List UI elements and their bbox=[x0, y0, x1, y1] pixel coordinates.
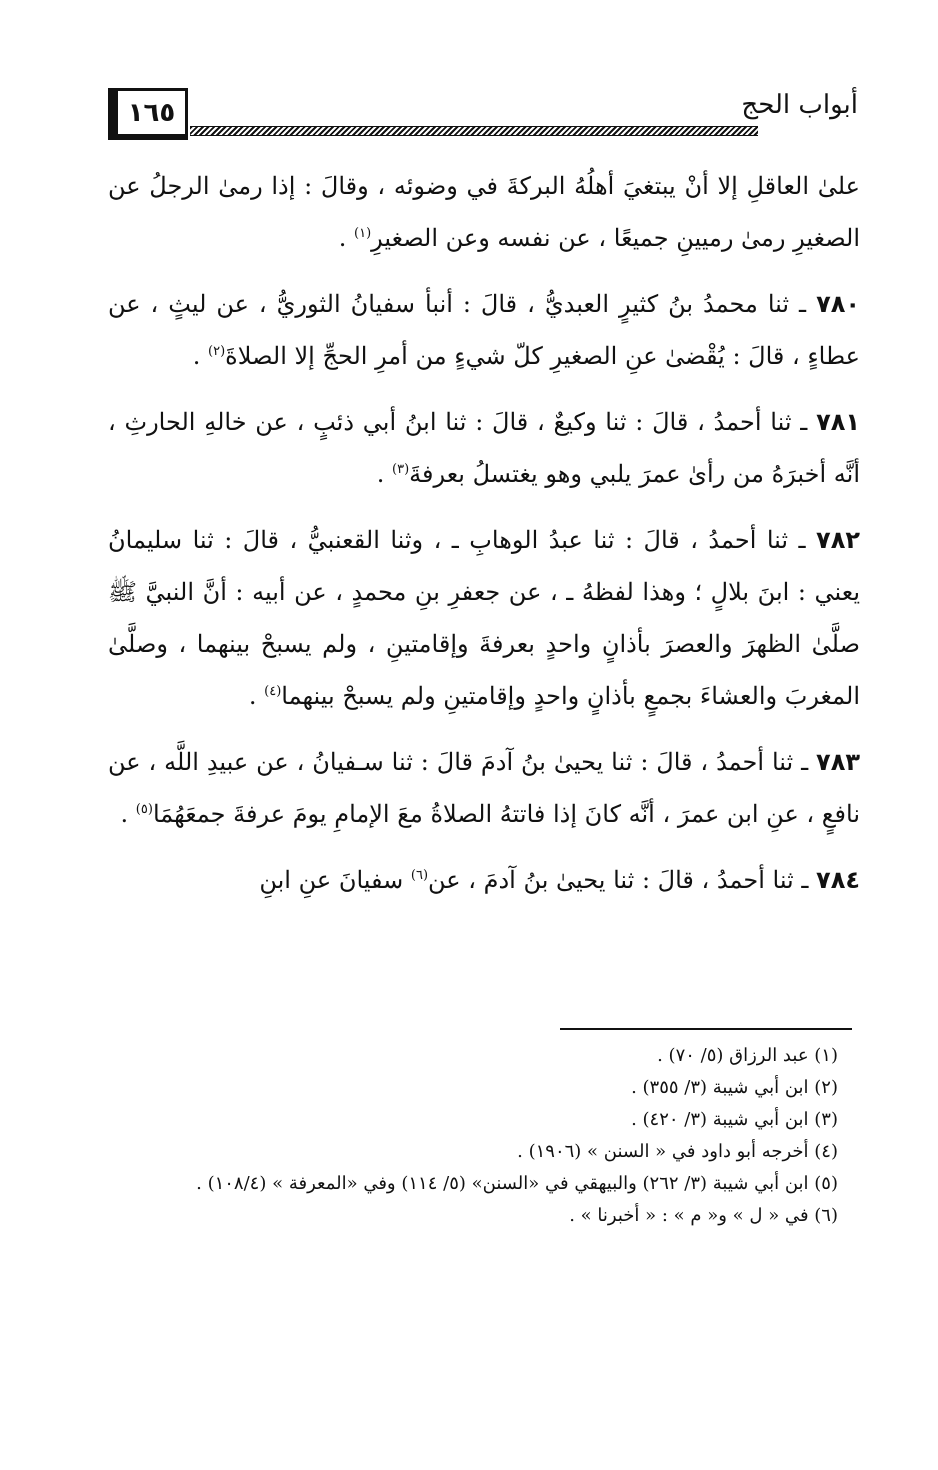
paragraph-text: ثنا محمدُ بنُ كثيرٍ العبديُّ ، قالَ : أنبأ سفيانُ الثوريُّ ، عن ليثٍ ، عن عطاءٍ ، قالَ : يُقْضىٰ عنِ الصغيرِ كلّ شيءٍ من أمرِ الحجِّ إلا الصلاةَ bbox=[108, 290, 860, 370]
page-number: ١٦٥ bbox=[127, 97, 176, 128]
paragraph-end: . bbox=[120, 800, 136, 828]
hadith-783: ٧٨٣ ـ ثنا أحمدُ ، قالَ : ثنا يحيىٰ بنُ آدمَ قالَ : ثنا سـفيانُ ، عن عبيدِ اللَّه ، عن نافعٍ ، عنِ ابن عمرَ ، أنَّه كانَ إذا فاتتهُ الصلاةُ معَ الإمامِ يومَ عرفةَ جمعَهُمَا$^{(٥)}$ . bbox=[108, 748, 860, 828]
hadith-784: ٧٨٤ ـ ثنا أحمدُ ، قالَ : ثنا يحيىٰ بنُ آدمَ ، عن$^{(٦)}$ سفيانَ عنِ ابنِ bbox=[259, 866, 860, 894]
footnote-4: (٤) أخرجه أبو داود في « السنن » (١٩٠٦) . bbox=[517, 1141, 838, 1162]
hadith-number: ٧٨٣ bbox=[816, 748, 860, 776]
page-number-box bbox=[108, 88, 188, 140]
paragraph-text: ثنا أحمدُ ، قالَ : ثنا يحيىٰ بنُ آدمَ قالَ : ثنا سـفيانُ ، عن عبيدِ اللَّه ، عن نافعٍ ، عنِ ابن عمرَ ، أنَّه كانَ إذا فاتتهُ الصلاةُ معَ الإمامِ يومَ عرفةَ جمعَهُمَا bbox=[108, 748, 860, 828]
paragraph-text: ثنا أحمدُ ، قالَ : ثنا يحيىٰ بنُ آدمَ ، عن bbox=[428, 866, 794, 894]
header-rule bbox=[190, 126, 758, 136]
footnote-1: (١) عبد الرزاق (٥/ ٧٠) . bbox=[657, 1045, 838, 1066]
hadith-number: ٧٨٢ bbox=[816, 526, 860, 554]
footnote-ref: (٢) bbox=[208, 344, 226, 359]
footnote-ref: (١) bbox=[354, 226, 372, 241]
paragraph-end: . bbox=[192, 342, 209, 370]
hadith-number: ٧٨١ bbox=[816, 408, 861, 436]
paragraph-continuation bbox=[108, 160, 860, 264]
hadith-number: ٧٨٤ bbox=[816, 866, 860, 894]
main-text bbox=[108, 160, 860, 920]
footnote-ref: (٤) bbox=[264, 684, 282, 699]
paragraph-text: ثنا أحمدُ ، قالَ : ثنا وكيعٌ ، قالَ : ثنا ابنُ أبي ذئبٍ ، عن خالهِ الحارثِ ، أنَّه أخبرَهُ من رأىٰ عمرَ يلبي وهو يغتسلُ بعرفةَ bbox=[108, 408, 860, 488]
running-title: أبواب الحج bbox=[741, 90, 858, 120]
footnote-5: (٥) ابن أبي شيبة (٣/ ٢٦٢) والبيهقي في «السنن» (٥/ ١١٤) وفي «المعرفة » (١٠٨/٤) . bbox=[196, 1173, 838, 1194]
footnote-separator bbox=[560, 1028, 852, 1030]
footnote-ref: (٦) bbox=[410, 868, 429, 883]
footnote-ref: (٥) bbox=[135, 802, 153, 817]
page-header bbox=[108, 88, 858, 148]
hadith-number: ٧٨٠ bbox=[816, 290, 861, 318]
paragraph-end: . bbox=[376, 460, 392, 488]
footnote-6: (٦) في « ل » و« م » : « أخبرنا » . bbox=[569, 1205, 838, 1226]
paragraph-end: . bbox=[248, 682, 265, 710]
footnote-3: (٣) ابن أبي شيبة (٣/ ٤٢٠) . bbox=[631, 1109, 838, 1130]
paragraph-text: ثنا أحمدُ ، قالَ : ثنا عبدُ الوهابِ ـ ، وثنا القعنبيُّ ، قالَ : ثنا سليمانُ يعني : ابنَ بلالٍ ؛ وهذا لفظهُ ـ ، عن جعفرِ بنِ محمدٍ ، عن أبيه : أنَّ النبيَّ ﷺ صلَّىٰ الظهرَ والعصرَ بأذانٍ واحدٍ بعرفةَ وإقامتينِ ، ولم يسبحْ بينهما ، وصلَّىٰ المغربَ والعشاءَ بجمعٍ بأذانٍ واحدٍ وإقامتينِ ولم يسبحْ بينهما bbox=[108, 526, 860, 710]
footnote-2: (٢) ابن أبي شيبة (٣/ ٣٥٥) . bbox=[631, 1077, 838, 1098]
paragraph-end: . bbox=[338, 224, 354, 252]
paragraph-text: علىٰ العاقلِ إلا أنْ يبتغيَ أهلُهُ البركةَ في وضوئه ، وقالَ : إذا رمىٰ الرجلُ عن الصغيرِ رمىٰ رميينِ جميعًا ، عن نفسه وعن الصغيرِ bbox=[108, 172, 861, 252]
hadith-782: ٧٨٢ ـ ثنا أحمدُ ، قالَ : ثنا عبدُ الوهابِ ـ ، وثنا القعنبيُّ ، قالَ : ثنا سليمانُ يعني : ابنَ بلالٍ ؛ وهذا لفظهُ ـ ، عن جعفرِ بنِ محمدٍ ، عن أبيه : أنَّ النبيَّ ﷺ صلَّىٰ الظهرَ والعصرَ بأذانٍ واحدٍ بعرفةَ وإقامتينِ ، ولم يسبحْ بينهما ، وصلَّىٰ المغربَ والعشاءَ بجمعٍ بأذانٍ واحدٍ وإقامتينِ ولم يسبحْ بينهما$^{(٤)}$ . bbox=[108, 526, 860, 710]
footnotes bbox=[108, 1040, 838, 1232]
hadith-780: ٧٨٠ ـ ثنا محمدُ بنُ كثيرٍ العبديُّ ، قالَ : أنبأ سفيانُ الثوريُّ ، عن ليثٍ ، عن عطاءٍ ، قالَ : يُقْضىٰ عنِ الصغيرِ كلّ شيءٍ من أمرِ الحجِّ إلا الصلاةَ$^{(٢)}$ . bbox=[108, 290, 861, 370]
paragraph-end: سفيانَ عنِ ابنِ bbox=[259, 866, 411, 894]
footnote-ref: (٣) bbox=[392, 462, 410, 477]
hadith-781: ٧٨١ ـ ثنا أحمدُ ، قالَ : ثنا وكيعٌ ، قالَ : ثنا ابنُ أبي ذئبٍ ، عن خالهِ الحارثِ ، أنَّه أخبرَهُ من رأىٰ عمرَ يلبي وهو يغتسلُ بعرفةَ$^{(٣)}$ . bbox=[108, 408, 861, 488]
